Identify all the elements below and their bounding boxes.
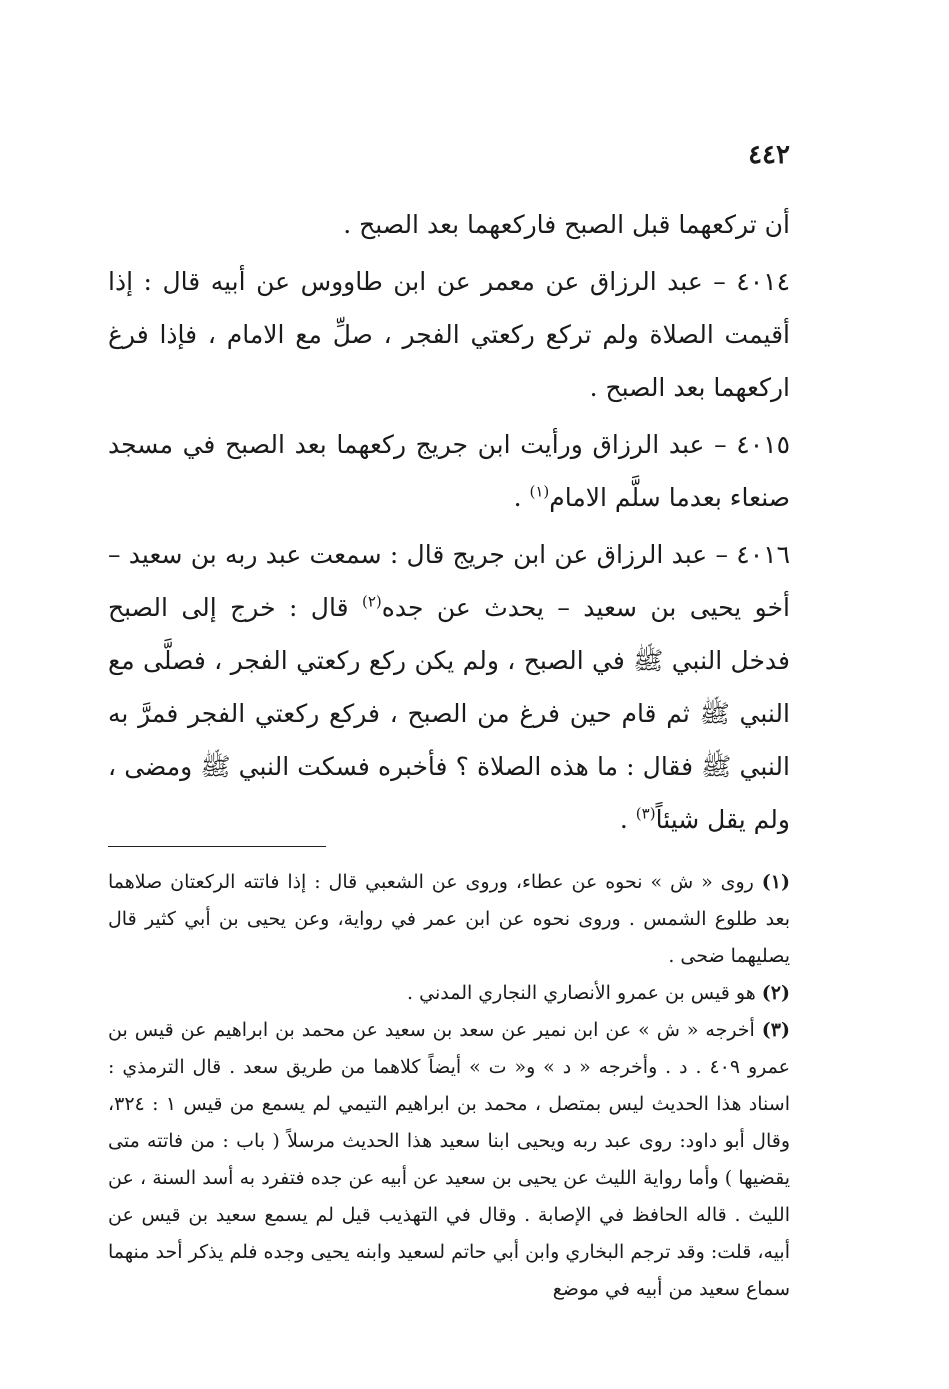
paragraph-text-middle: قال : خرج إلى الصبح فدخل النبي ﷺ في الصبح ، ولم يكن ركع ركعتي الفجر ، فصلَّى مع النبي ﷺ ثم قام حين فرغ من الصبح ، فركع ركعتي الفجر فمرَّ به النبي ﷺ فقال : ما هذه الصلاة ؟ فأخبره فسكت النبي ﷺ ومضى ، ولم يقل شيئاً bbox=[108, 593, 790, 834]
paragraph-continuation bbox=[108, 198, 790, 251]
footnote-text: أخرجه « ش » عن ابن نمير عن سعد بن سعيد عن محمد بن ابراهيم عن قيس بن عمرو ٤٠٩ . د . وأخرجه « د » و« ت » أيضاً كلاهما من طريق سعد . قال الترمذي : اسناد هذا الحديث ليس بمتصل ، محمد بن ابراهيم التيمي لم يسمع من قيس ١ : ٣٢٤، وقال أبو داود: روى عبد ربه ويحيى ابنا سعيد هذا الحديث مرسلاً ( باب : من فاتته متى يقضيها ) وأما رواية الليث عن يحيى بن سعيد عن أبيه عن جده فتفرد به أسد السنة ، عن الليث . قاله الحافظ في الإصابة . وقال في التهذيب قيل لم يسمع سعيد بن قيس عن أبيه، قلت: وقد ترجم البخاري وابن أبي حاتم لسعيد وابنه يحيى وجده فلم يذكر أحد منهما سماع سعيد من أبيه في موضع bbox=[108, 1019, 790, 1300]
footnote-number: (٣) bbox=[761, 1019, 791, 1041]
footnote-number: (٢) bbox=[761, 982, 790, 1004]
hadith-4014 bbox=[108, 255, 790, 414]
footnote-1 bbox=[108, 864, 790, 975]
footnote-reference: (١) bbox=[529, 482, 550, 501]
footnote-reference: (٢) bbox=[361, 592, 382, 611]
paragraph-text: ٤٠١٤ – عبد الرزاق عن معمر عن ابن طاووس عن أبيه قال : إذا أقيمت الصلاة ولم تركع ركعتي الفجر ، صلِّ مع الامام ، فإذا فرغ اركعهما بعد الصبح . bbox=[108, 267, 790, 402]
footnotes bbox=[108, 864, 790, 1308]
footnote-divider bbox=[108, 846, 326, 847]
paragraph-text: أن تركعهما قبل الصبح فاركعهما بعد الصبح . bbox=[343, 210, 790, 239]
footnote-text: روى « ش » نحوه عن عطاء، وروى عن الشعبي قال : إذا فاتته الركعتان صلاهما بعد طلوع الشمس . وروى نحوه عن ابن عمر في رواية، وعن يحيى بن أبي كثير قال يصليهما ضحى . bbox=[108, 871, 790, 967]
footnote-text: هو قيس بن عمرو الأنصاري النجاري المدني . bbox=[407, 982, 756, 1004]
hadith-4016 bbox=[108, 528, 790, 846]
paragraph-text: ٤٠١٦ – عبد الرزاق عن ابن جريج قال : سمعت عبد ربه بن سعيد – أخو يحيى بن سعيد – يحدث عن جده bbox=[108, 540, 790, 622]
footnote-2 bbox=[108, 975, 790, 1012]
page-number: ٤٤٢ bbox=[748, 140, 790, 170]
paragraph-text-end: . bbox=[513, 483, 530, 512]
footnote-3 bbox=[108, 1012, 790, 1308]
hadith-4015 bbox=[108, 418, 790, 524]
paragraph-text-end: . bbox=[619, 805, 636, 834]
footnote-number: (١) bbox=[761, 871, 790, 893]
footnote-reference: (٣) bbox=[635, 804, 656, 823]
main-text bbox=[108, 198, 790, 846]
paragraph-text: ٤٠١٥ – عبد الرزاق ورأيت ابن جريج ركعهما بعد الصبح في مسجد صنعاء بعدما سلَّم الامام bbox=[108, 430, 790, 512]
